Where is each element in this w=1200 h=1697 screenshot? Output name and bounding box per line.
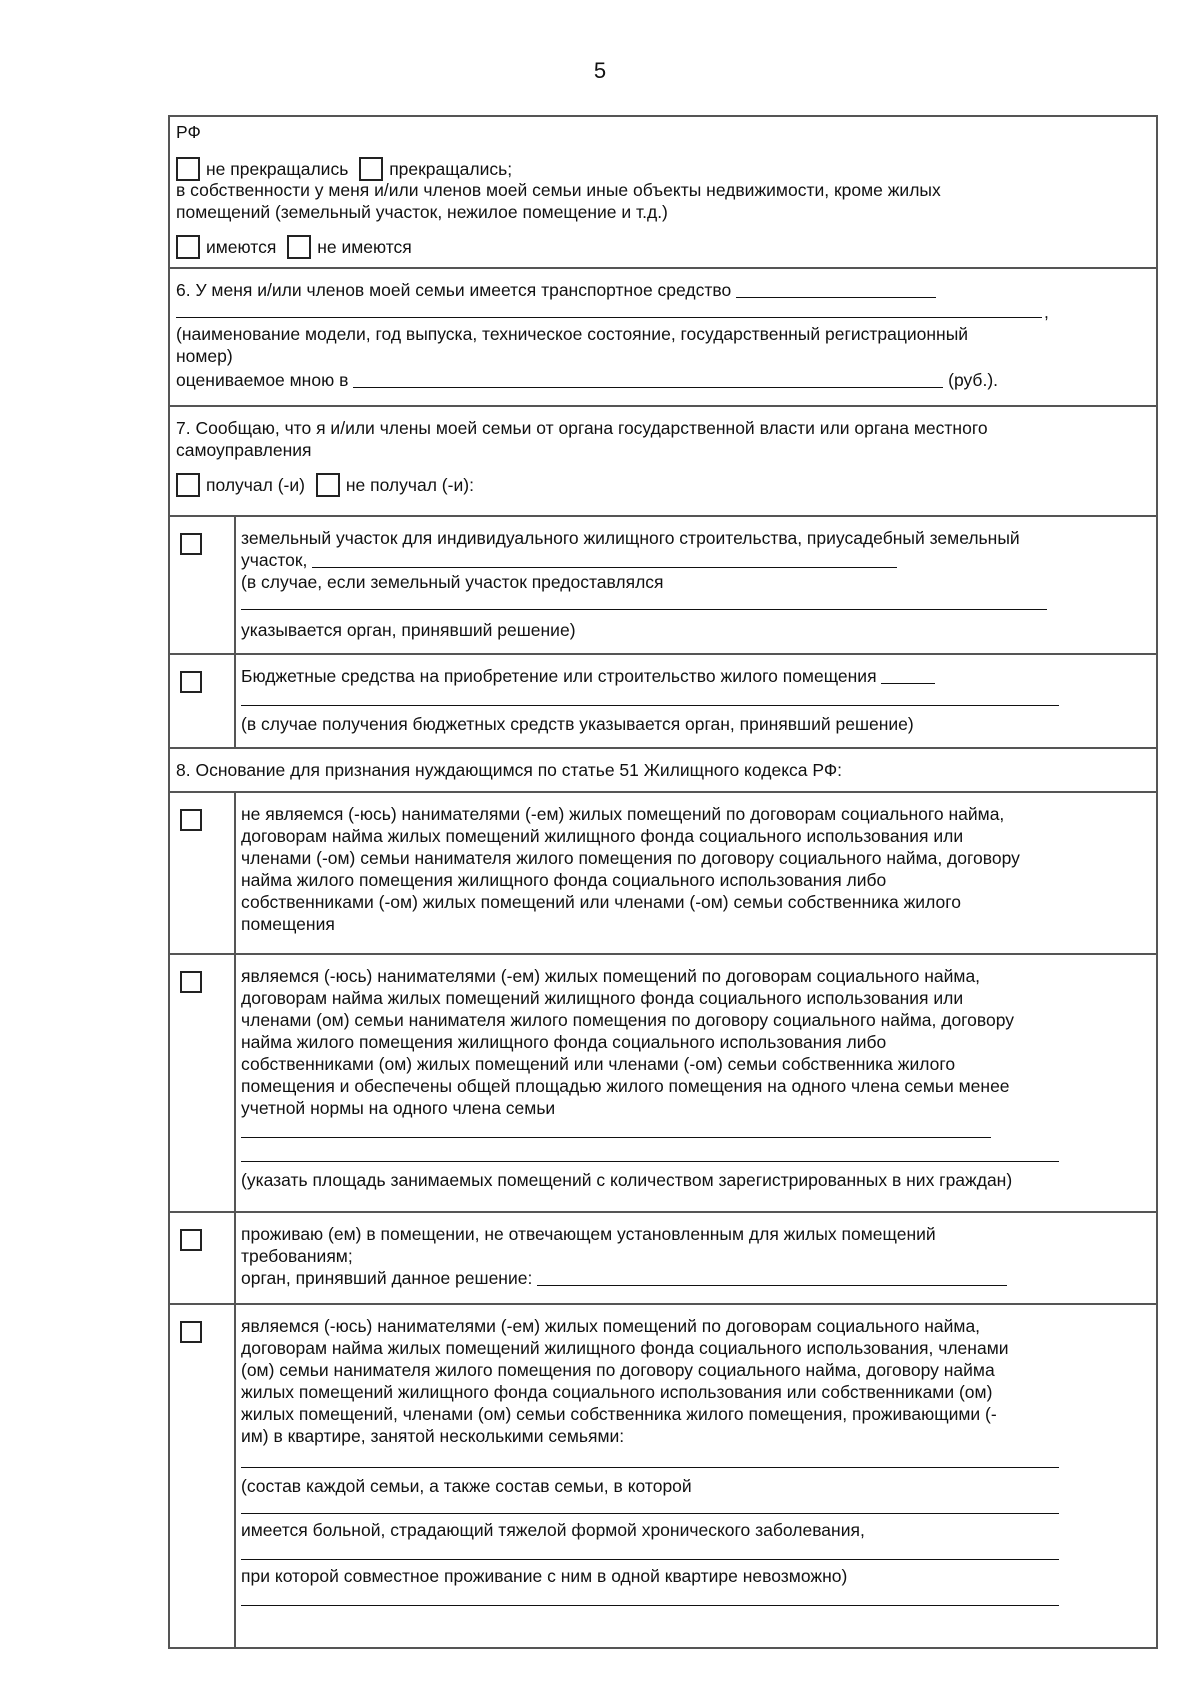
item-a-line: не являемся (-юсь) нанимателями (-ем) жилых помещений по договорам социального найма,	[241, 804, 1005, 824]
land-line2: участок,	[241, 550, 308, 570]
item-a-line: помещения	[241, 914, 335, 934]
label-have: имеются	[206, 237, 277, 257]
vehicle-field-line2[interactable]	[176, 317, 1042, 318]
label-not-received: не получал (-и):	[345, 475, 474, 495]
item-b-line: помещения и обеспечены общей площадью жилого помещения на одного члена семьи менее	[241, 1076, 1010, 1096]
checkbox-not-terminated[interactable]	[176, 157, 200, 181]
section8-heading: 8. Основание для признания нуждающимся по статье 51 Жилищного кодекса РФ:	[176, 760, 843, 780]
label-not-terminated: не прекращались	[206, 159, 349, 179]
item-d-line: жилых помещений, членами (ом) семьи собственника жилого помещения, проживающими (-	[241, 1404, 997, 1424]
family-field-1[interactable]	[241, 1467, 1059, 1468]
item-b-line: собственниками (ом) жилых помещений или членами (-ом) семьи собственника жилого	[241, 1054, 956, 1074]
budget-field-line2[interactable]	[241, 705, 1059, 706]
budget-line1: Бюджетные средства на приобретение или строительство жилого помещения	[241, 666, 877, 686]
family-hint3: при которой совместное проживание с ним в одной квартире невозможно)	[241, 1566, 848, 1586]
checkbox-shared-apartment[interactable]	[180, 1321, 202, 1343]
family-hint2: имеется больной, страдающий тяжелой формой хронического заболевания,	[241, 1520, 865, 1540]
land-field[interactable]	[312, 549, 897, 568]
item-c-line1: проживаю (ем) в помещении, не отвечающем установленным для жилых помещений	[241, 1224, 936, 1244]
family-hint1: (состав каждой семьи, а также состав семьи, в которой	[241, 1476, 692, 1496]
item-a-line: найма жилого помещения жилищного фонда социального использования либо	[241, 870, 887, 890]
section-8	[170, 749, 1156, 793]
item-d-line: (ом) семьи нанимателя жилого помещения по договору социального найма, договору найма	[241, 1360, 995, 1380]
item-a-line: договорам найма жилых помещений жилищного фонда социального использования или	[241, 826, 964, 846]
area-field-1[interactable]	[241, 1137, 991, 1138]
family-field-3[interactable]	[241, 1559, 1059, 1560]
item-d-line: им) в квартире, занятой несколькими семьями:	[241, 1426, 625, 1446]
checkbox-not-received[interactable]	[316, 473, 340, 497]
checkbox-have-not[interactable]	[287, 235, 311, 259]
budget-field[interactable]	[881, 665, 935, 684]
section-7	[170, 407, 1156, 517]
estimate-label: оцениваемое мною в	[176, 370, 349, 390]
item-b-line: являемся (-юсь) нанимателями (-ем) жилых помещений по договорам социального найма,	[241, 966, 981, 986]
rf-label: РФ	[176, 122, 201, 142]
item-b-line: найма жилого помещения жилищного фонда социального использования либо	[241, 1032, 887, 1052]
item-d-line: жилых помещений жилищного фонда социального использования или собственниками (ом)	[241, 1382, 993, 1402]
label-terminated: прекращались;	[389, 159, 513, 179]
family-field-4[interactable]	[241, 1605, 1059, 1606]
vehicle-hint: (наименование модели, год выпуска, техническое состояние, государственный регистрационный	[176, 324, 969, 344]
item-not-tenants	[170, 793, 1156, 955]
page-number: 5	[593, 58, 607, 83]
label-received: получал (-и)	[206, 475, 305, 495]
section-rf	[170, 117, 1156, 269]
item-land-plot	[170, 517, 1156, 655]
item-unfit-dwelling	[170, 1213, 1156, 1305]
item-b-line: членами (ом) семьи нанимателя жилого помещения по договору социального найма, договору	[241, 1010, 1015, 1030]
application-form	[168, 115, 1158, 1649]
checkbox-terminated[interactable]	[359, 157, 383, 181]
checkbox-land-plot[interactable]	[180, 533, 202, 555]
land-field-line2[interactable]	[241, 609, 1047, 610]
item-d-line: договорам найма жилых помещений жилищного фонда социального использования, членами	[241, 1338, 1009, 1358]
land-hint2: указывается орган, принявший решение)	[241, 620, 576, 640]
item-c-line2: требованиям;	[241, 1246, 353, 1266]
decision-authority-field[interactable]	[537, 1267, 1007, 1286]
rf-line2: в собственности у меня и/или членов моей семьи иные объекты недвижимости, кроме жилых	[176, 180, 941, 200]
land-line1: земельный участок для индивидуального жилищного строительства, приусадебный земельный	[241, 528, 1020, 548]
section7-line2: самоуправления	[176, 440, 312, 460]
checkbox-tenants-below-norm[interactable]	[180, 971, 202, 993]
checkbox-received[interactable]	[176, 473, 200, 497]
item-b-line: учетной нормы на одного члена семьи	[241, 1098, 556, 1118]
label-have-not: не имеются	[317, 237, 412, 257]
family-field-2[interactable]	[241, 1513, 1059, 1514]
item-c-line3: орган, принявший данное решение:	[241, 1268, 533, 1288]
item-b-line: договорам найма жилых помещений жилищного фонда социального использования или	[241, 988, 964, 1008]
vehicle-hint2: номер)	[176, 346, 233, 366]
estimate-unit: (руб.).	[948, 370, 999, 390]
vehicle-label: 6. У меня и/или членов моей семьи имеется транспортное средство	[176, 280, 732, 300]
vehicle-comma: ,	[1044, 302, 1049, 322]
item-a-line: собственниками (-ом) жилых помещений или членами (-ом) семьи собственника жилого	[241, 892, 961, 912]
item-shared-apartment	[170, 1305, 1156, 1649]
item-tenants-below-norm	[170, 955, 1156, 1213]
item-a-line: членами (-ом) семьи нанимателя жилого помещения по договору социального найма, договору	[241, 848, 1020, 868]
checkbox-unfit-dwelling[interactable]	[180, 1229, 202, 1251]
land-hint: (в случае, если земельный участок предоставлялся	[241, 572, 664, 592]
area-field-2[interactable]	[241, 1161, 1059, 1162]
checkbox-budget-funds[interactable]	[180, 671, 202, 693]
estimate-field[interactable]	[353, 369, 943, 388]
section7-line1: 7. Сообщаю, что я и/или члены моей семьи от органа государственной власти или органа местного	[176, 418, 988, 438]
area-hint: (указать площадь занимаемых помещений с количеством зарегистрированных в них граждан)	[241, 1170, 1013, 1190]
checkbox-have[interactable]	[176, 235, 200, 259]
section-6	[170, 269, 1156, 407]
budget-hint: (в случае получения бюджетных средств указывается орган, принявший решение)	[241, 714, 914, 734]
checkbox-not-tenants[interactable]	[180, 809, 202, 831]
item-d-line: являемся (-юсь) нанимателями (-ем) жилых помещений по договорам социального найма,	[241, 1316, 981, 1336]
rf-line3: помещений (земельный участок, нежилое помещение и т.д.)	[176, 202, 668, 222]
vehicle-field[interactable]	[736, 279, 936, 298]
item-budget-funds	[170, 655, 1156, 749]
